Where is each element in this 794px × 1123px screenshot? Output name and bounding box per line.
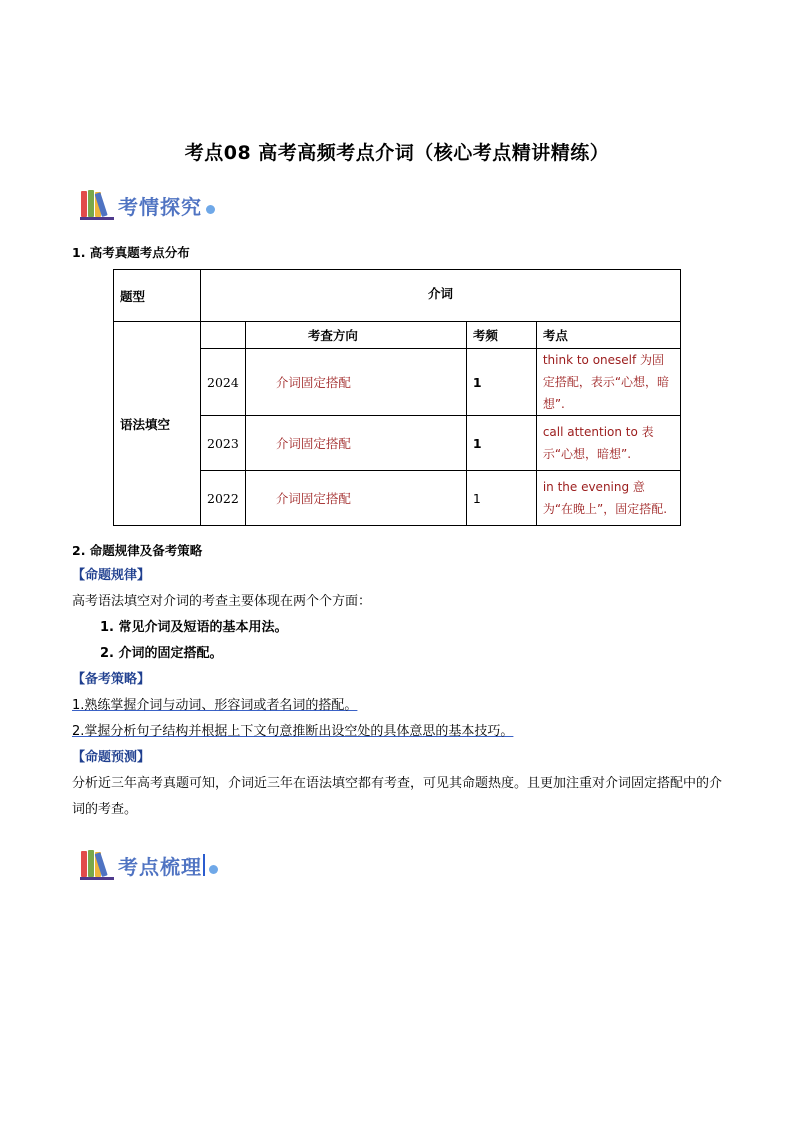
rule-intro: 高考语法填空对介词的考查主要体现在两个个方面： — [72, 594, 372, 609]
books-icon — [80, 190, 114, 220]
table-row: 2024 介词固定搭配 1 think to oneself 为固定搭配，表示“心想，暗想”. — [114, 349, 681, 416]
strategy-label: 【备考策略】 — [72, 672, 151, 687]
section-heading-distribution: 1. 高考真题考点分布 — [72, 245, 190, 260]
row-type-cell: 语法填空 — [114, 322, 201, 526]
list-item: 1. 常见介词及短语的基本用法。 — [100, 620, 288, 635]
dot-icon — [209, 865, 218, 874]
table-row: 2023 介词固定搭配 1 call attention to 表示“心想，暗想”. — [114, 416, 681, 471]
list-item: 2. 介词的固定搭配。 — [100, 646, 223, 661]
subheader-point: 考点 — [536, 322, 680, 349]
list-item: 1.熟练掌握介词与动词、形容词或者名词的搭配。 — [72, 698, 358, 713]
banner-exam-analysis — [80, 190, 215, 220]
predict-text: 分析近三年高考真题可知，介词近三年在语法填空都有考查，可见其命题热度。且更加注重对介词固定搭配中的介词的考查。 — [72, 776, 723, 817]
predict-label: 【命题预测】 — [72, 750, 151, 765]
subheader-frequency: 考频 — [466, 322, 536, 349]
text-cursor — [203, 854, 205, 876]
banner-title: 考点梳理 — [118, 854, 202, 879]
subheader-direction: 考查方向 — [245, 322, 466, 349]
rule-label: 【命题规律】 — [72, 568, 151, 583]
header-preposition: 介词 — [201, 270, 681, 322]
banner-topic-review — [80, 850, 218, 880]
banner-title: 考情探究 — [118, 194, 202, 219]
header-type: 题型 — [114, 270, 201, 322]
dot-icon — [206, 205, 215, 214]
books-icon — [80, 850, 114, 880]
exam-distribution-table — [113, 269, 681, 526]
strategy-content — [72, 563, 732, 823]
page-title: 考点08 高考高频考点介词（核心考点精讲精练） — [184, 142, 610, 164]
table-row: 2022 介词固定搭配 1 in the evening 意为“在晚上”，固定搭配. — [114, 471, 681, 526]
list-item: 2.掌握分析句子结构并根据上下文句意推断出设空处的具体意思的基本技巧。 — [72, 724, 514, 739]
section-heading-strategy: 2. 命题规律及备考策略 — [72, 543, 203, 558]
